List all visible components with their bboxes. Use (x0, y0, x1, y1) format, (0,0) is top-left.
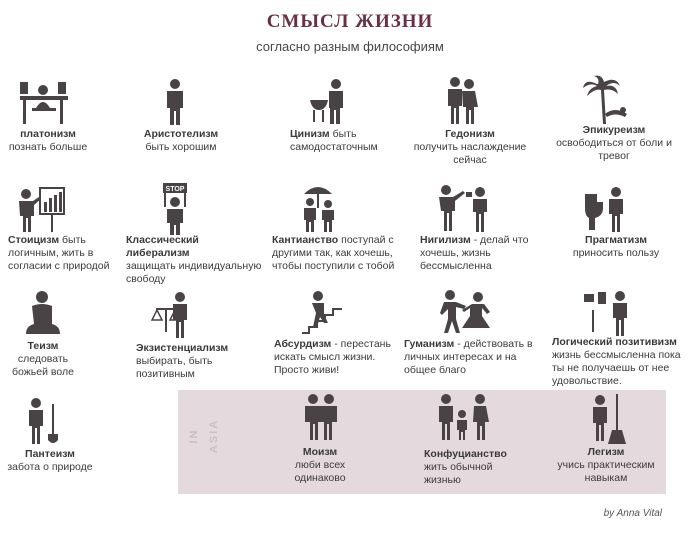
philosophy-item (0, 448, 100, 474)
author-credit: by Anna Vital (603, 508, 662, 519)
philosophy-meaning: люби всех одинаково (294, 459, 346, 484)
philosophy-name: Экзистенциализм (136, 342, 229, 354)
philosophy-meaning: поступай с другими так, как хочешь, чтобы поступили с тобой (272, 234, 395, 272)
philosophy-name: Гуманизм (404, 338, 455, 350)
philosophy-name: Теизм (27, 340, 59, 352)
scholar-at-desk-icon (18, 80, 70, 126)
dancing-couple-icon (436, 288, 496, 338)
person-with-broom-icon (584, 392, 630, 446)
philosophy-name: Классический либерализм (126, 234, 199, 259)
umbrella-sharing-icon (300, 182, 340, 234)
philosophy-name: Логический позитивизм (552, 336, 677, 348)
philosophy-item (0, 340, 86, 379)
family-icon (436, 392, 492, 444)
philosophy-name: платонизм (20, 128, 76, 140)
philosophy-meaning: познать больше (8, 141, 88, 153)
two-people-arguing-icon (434, 182, 494, 234)
philosophy-meaning: выбирать, быть позитивным (136, 355, 213, 380)
philosophy-item (290, 128, 400, 154)
philosophy-meaning: быть самодостаточным (290, 128, 378, 153)
philosophy-meaning: - действовать в личных интересах и на общее благо (404, 338, 533, 376)
stop-sign-person-icon (160, 182, 190, 236)
person-and-gadgets-icon (580, 288, 636, 338)
philosophy-item (274, 338, 398, 377)
philosophy-name: Аристотелизм (143, 128, 219, 140)
philosophy-item (410, 128, 530, 167)
philosophy-meaning: забота о природе (7, 461, 93, 473)
climbing-stairs-icon (300, 290, 344, 336)
person-with-grill-icon (308, 78, 348, 126)
philosophy-meaning: - делай что хочешь, жизнь бессмысленна (420, 234, 529, 272)
person-with-scales-icon (150, 290, 194, 340)
philosophy-name: Легизм (587, 446, 625, 458)
page-title: СМЫСЛ ЖИЗНИ (266, 11, 434, 32)
philosophy-item (420, 234, 532, 273)
philosophy-meaning: следовать божьей воле (12, 353, 74, 378)
philosophy-item (404, 338, 538, 377)
philosophy-meaning: быть хорошим (145, 141, 217, 153)
philosophy-meaning: учись практическим навыкам (557, 459, 655, 484)
philosophy-name: Кантианство (272, 234, 339, 246)
philosophy-item (554, 446, 658, 485)
philosophy-name: Гедонизм (445, 128, 495, 140)
philosophy-meaning: - перестань искать смысл жизни. Просто живи! (274, 338, 391, 376)
philosophy-name: Нигилизм (420, 234, 471, 246)
palm-tree-relaxing-icon (583, 74, 629, 124)
philosophy-name: Цинизм (290, 128, 330, 140)
philosophy-item (556, 234, 676, 260)
philosophy-name: Абсурдизм (274, 338, 332, 350)
philosophy-item (272, 234, 396, 273)
philosophy-item (424, 448, 520, 487)
philosophy-item (0, 128, 96, 154)
philosophy-meaning: жить обычной жизнью (424, 461, 493, 486)
philosophy-item (552, 336, 682, 388)
philosophy-meaning: быть логичным, жить в согласии с природой (8, 234, 110, 272)
philosophy-meaning: получить наслаждение сейчас (413, 141, 527, 166)
person-at-toilet-icon (583, 184, 629, 234)
philosophy-item (126, 234, 264, 286)
philosophy-item (136, 342, 246, 381)
philosophy-meaning: защищать индивидуальную свободу (126, 260, 262, 285)
philosophy-name: Эпикуреизм (582, 124, 646, 136)
presenter-chart-icon (16, 186, 66, 234)
philosophy-name: Пантеизм (25, 448, 75, 460)
philosophy-meaning: приносить пользу (572, 247, 660, 259)
philosophy-name: Моизм (302, 446, 338, 458)
philosophy-item (8, 234, 120, 273)
asia-section-label: IN ASIA (188, 418, 220, 454)
person-with-shovel-icon (22, 396, 64, 446)
philosophy-name: Стоицизм (8, 234, 60, 246)
philosophy-meaning: жизнь бессмысленна пока ты не получаешь от нее удовольствие. (552, 349, 681, 387)
philosophy-item (554, 124, 674, 163)
praying-person-icon (26, 290, 60, 336)
two-people-hugging-icon (300, 392, 342, 442)
page-subtitle: согласно разным философиям (256, 39, 444, 54)
philosophy-name: Прагматизм (585, 234, 647, 246)
philosophy-item (270, 446, 370, 485)
philosophy-name: Конфуцианство (424, 448, 507, 460)
philosophy-meaning: освободиться от боли и тревог (556, 137, 672, 162)
couple-embracing-icon (444, 76, 480, 126)
philosophy-item (126, 128, 236, 154)
svg-text:STOP: STOP (165, 186, 185, 193)
standing-person-icon (160, 78, 190, 126)
